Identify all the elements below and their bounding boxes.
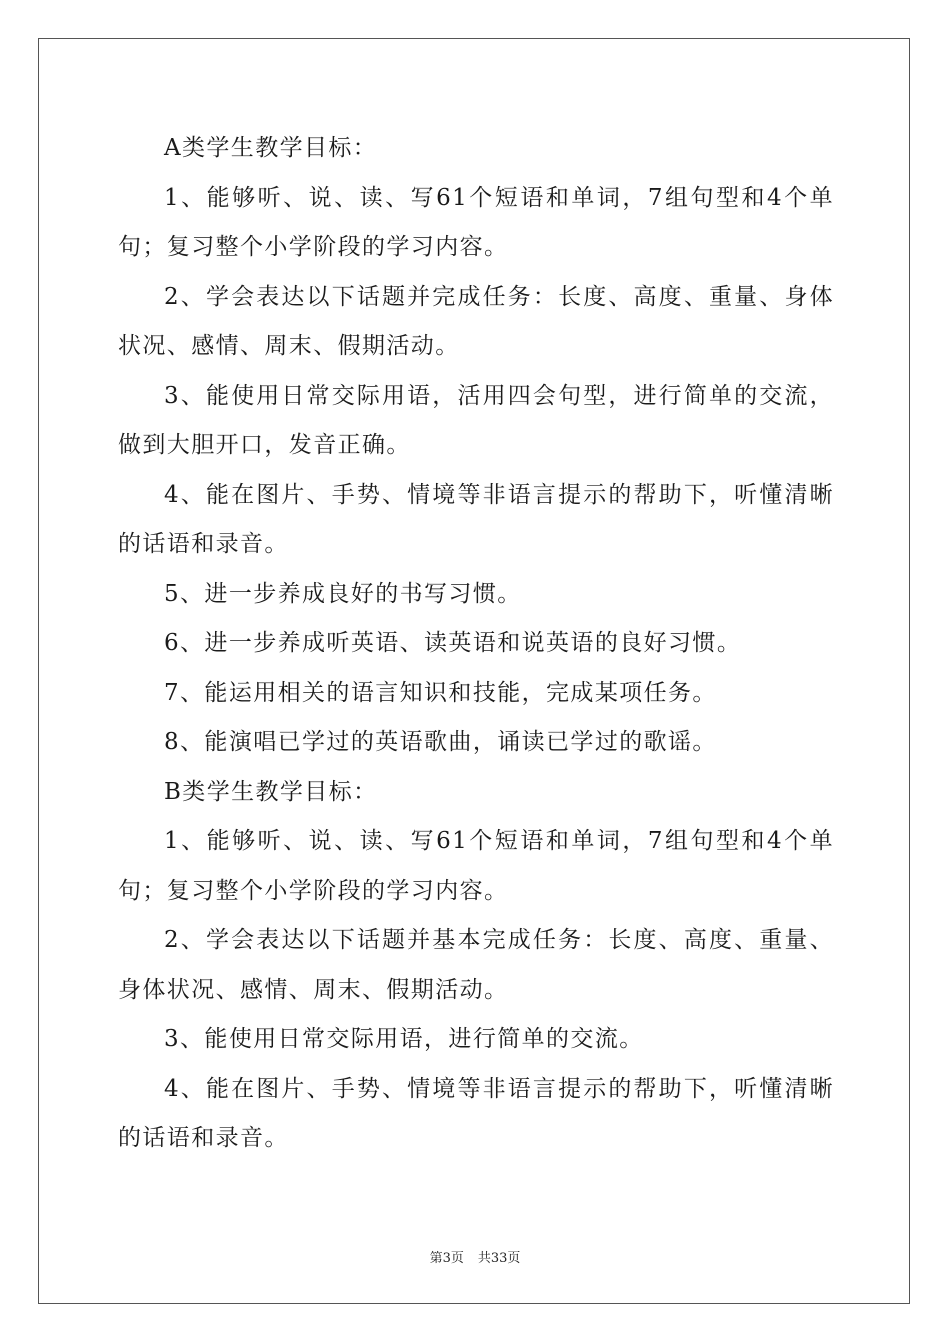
page-total: 共33页 [477, 1251, 521, 1266]
document-body [118, 124, 834, 1164]
paragraph-b-3: 3、能使用日常交际用语，进行简单的交流。 [164, 1026, 644, 1052]
paragraph-a-5: 5、进一步养成良好的书写习惯。 [164, 580, 522, 607]
page-number: 第3页 [429, 1251, 464, 1266]
paragraph-a-4: 4、能在图片、手势、情境等非语言提示的帮助下，听懂清晰的话语和录音。 [118, 481, 834, 557]
page-footer [0, 1247, 950, 1266]
paragraph-a-2: 2、学会表达以下话题并完成任务：长度、高度、重量、身体状况、感情、周末、假期活动。 [118, 283, 834, 359]
paragraph-a-1: 1、能够听、说、读、写61个短语和单词，7组句型和4个单句；复习整个小学阶段的学习内容。 [118, 184, 834, 260]
paragraph-b-4: 4、能在图片、手势、情境等非语言提示的帮助下，听懂清晰的话语和录音。 [118, 1075, 834, 1151]
paragraph-b-1: 1、能够听、说、读、写61个短语和单词，7组句型和4个单句；复习整个小学阶段的学习内容。 [118, 828, 834, 904]
heading-b-goals: B类学生教学目标： [164, 778, 378, 805]
paragraph-a-8: 8、能演唱已学过的英语歌曲，诵读已学过的歌谣。 [164, 729, 717, 755]
paragraph-b-2: 2、学会表达以下话题并基本完成任务：长度、高度、重量、身体状况、感情、周末、假期活动。 [118, 927, 834, 1003]
paragraph-a-3: 3、能使用日常交际用语，活用四会句型，进行简单的交流，做到大胆开口，发音正确。 [118, 382, 834, 458]
paragraph-a-6: 6、进一步养成听英语、读英语和说英语的良好习惯。 [164, 630, 742, 656]
heading-a-goals: A类学生教学目标： [164, 135, 378, 161]
paragraph-a-7: 7、能运用相关的语言知识和技能，完成某项任务。 [164, 679, 717, 706]
